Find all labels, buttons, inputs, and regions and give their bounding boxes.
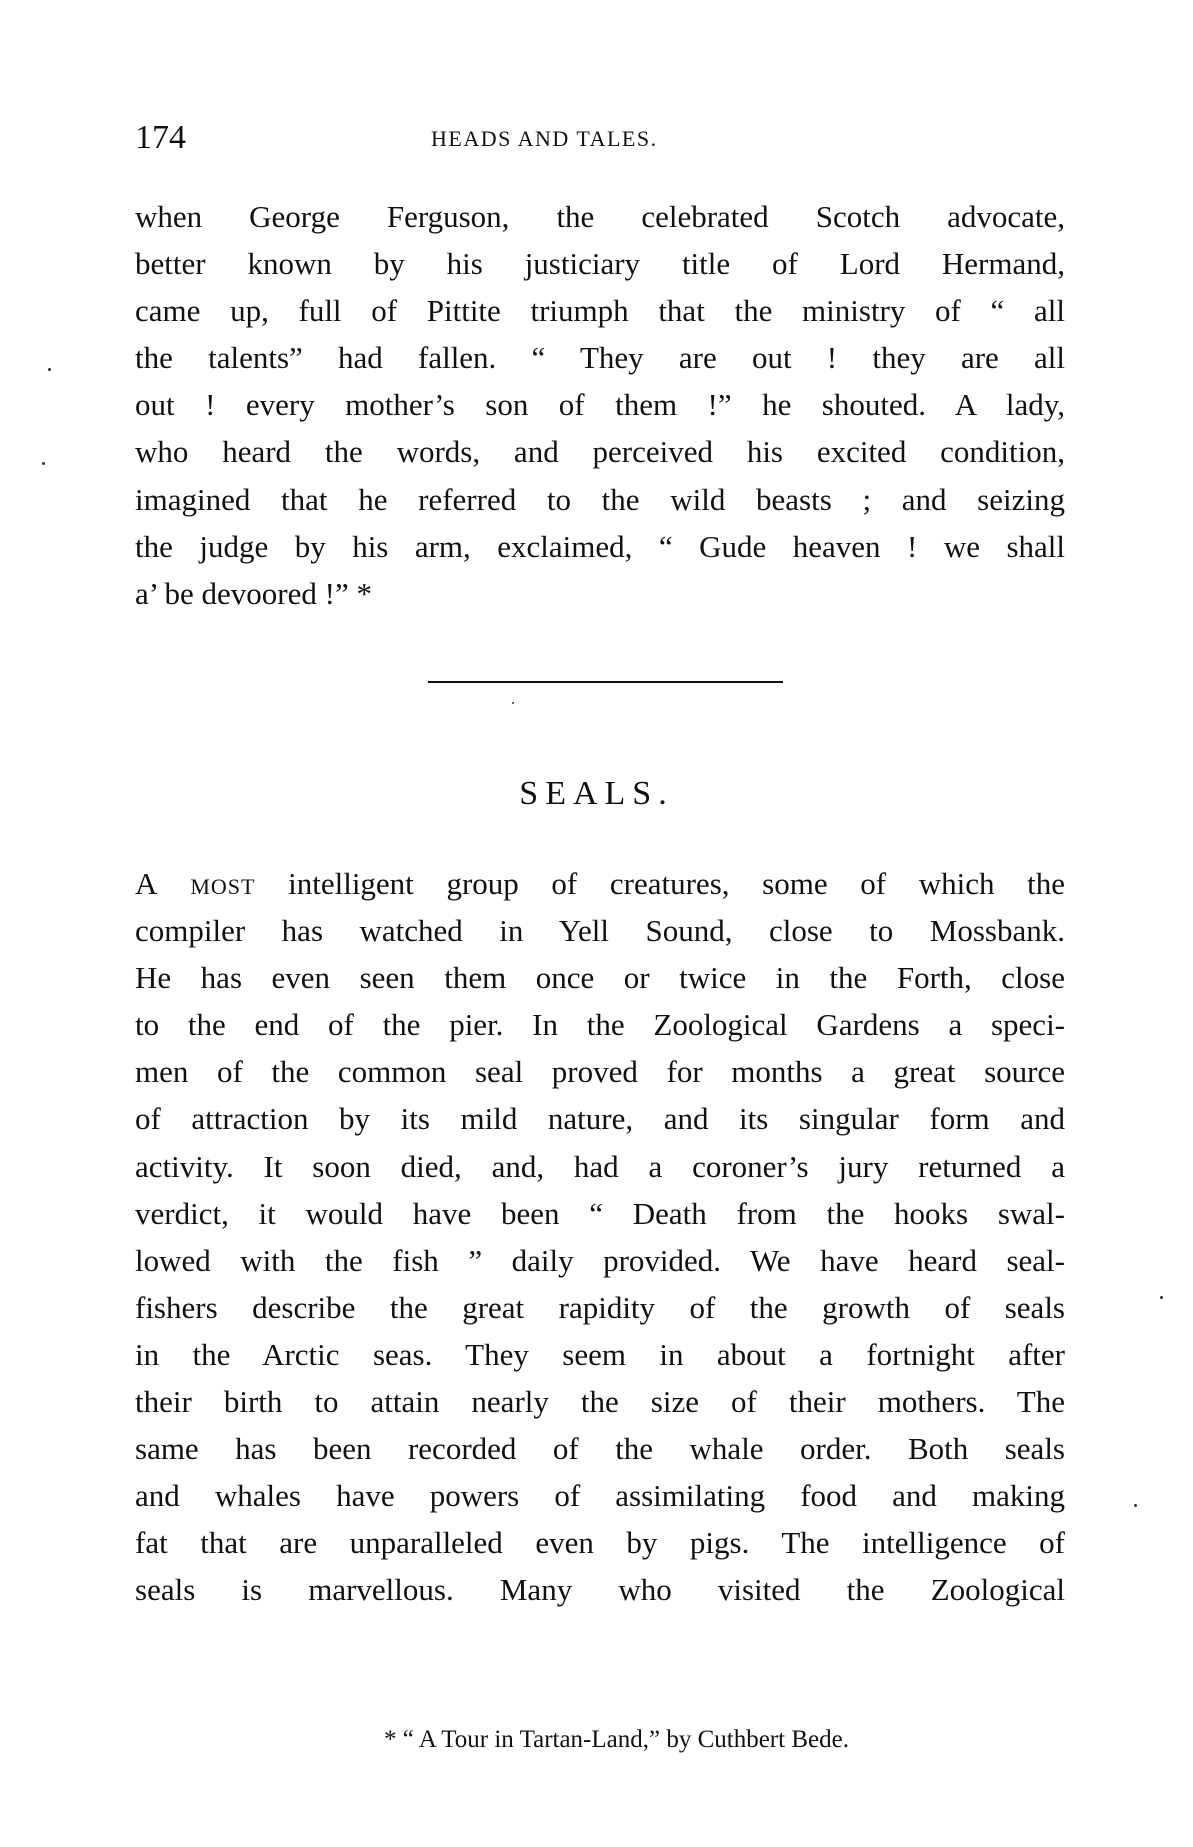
- text-line: activity. It soon died, and, had a coroner’s jury returned a: [135, 1148, 1065, 1184]
- text-line: who heard the words, and perceived his excited condition,: [135, 434, 1065, 470]
- text-line: of attraction by its mild nature, and its singular form and: [135, 1101, 1065, 1137]
- text-line: men of the common seal proved for months a great source: [135, 1054, 1065, 1090]
- text-line: when George Ferguson, the celebrated Scotch advocate,: [135, 199, 1065, 234]
- page-header: [135, 118, 1065, 158]
- continuation-paragraph: [135, 193, 1065, 617]
- scan-speck: [42, 462, 45, 465]
- footnote: * “ A Tour in Tartan-Land,” by Cuthbert Bede.: [384, 1726, 849, 1753]
- text-line: same has been recorded of the whale order. Both seals: [135, 1431, 1065, 1467]
- text-line: a’ be devoored !” *: [135, 575, 372, 611]
- text-line: to the end of the pier. In the Zoological Gardens a speci-: [135, 1007, 1065, 1043]
- text-line: fishers describe the great rapidity of the growth of seals: [135, 1289, 1065, 1325]
- text-line: verdict, it would have been “ Death from the hooks swal-: [135, 1195, 1065, 1231]
- text-line: the talents” had fallen. “ They are out ! they are all: [135, 340, 1065, 376]
- section-divider: [428, 681, 783, 683]
- text-line: compiler has watched in Yell Sound, close to Mossbank.: [135, 913, 1065, 949]
- text-line-first: [135, 860, 1065, 907]
- text-line: imagined that he referred to the wild beasts ; and seizing: [135, 481, 1065, 517]
- section-title: SEALS.: [519, 775, 674, 812]
- text-line: the judge by his arm, exclaimed, “ Gude heaven ! we shall: [135, 528, 1065, 564]
- text-line: out ! every mother’s son of them !” he shouted. A lady,: [135, 387, 1065, 423]
- text-line: their birth to attain nearly the size of their mothers. The: [135, 1384, 1065, 1420]
- text-line: seals is marvellous. Many who visited the Zoological: [135, 1572, 1065, 1608]
- text-line: came up, full of Pittite triumph that the ministry of “ all: [135, 293, 1065, 329]
- text-line: and whales have powers of assimilating food and making: [135, 1478, 1065, 1514]
- scan-speck: [512, 702, 514, 704]
- page-number: 174: [135, 119, 186, 156]
- text-line: fat that are unparalleled even by pigs. The intelligence of: [135, 1525, 1065, 1561]
- scan-speck: [1134, 1504, 1137, 1507]
- scan-speck: [48, 368, 51, 371]
- scan-speck: [1160, 1296, 1163, 1299]
- lead-words: A most: [135, 866, 256, 901]
- text-line: He has even seen them once or twice in the Forth, close: [135, 960, 1065, 996]
- first-line-rest: intelligent group of creatures, some of which the: [255, 866, 1065, 901]
- text-line: better known by his justiciary title of Lord Hermand,: [135, 246, 1065, 282]
- running-head: HEADS AND TALES.: [431, 126, 658, 151]
- text-line: in the Arctic seas. They seem in about a fortnight after: [135, 1336, 1065, 1372]
- text-line: lowed with the fish ” daily provided. We have heard seal-: [135, 1242, 1065, 1278]
- seals-paragraph: [135, 860, 1065, 1614]
